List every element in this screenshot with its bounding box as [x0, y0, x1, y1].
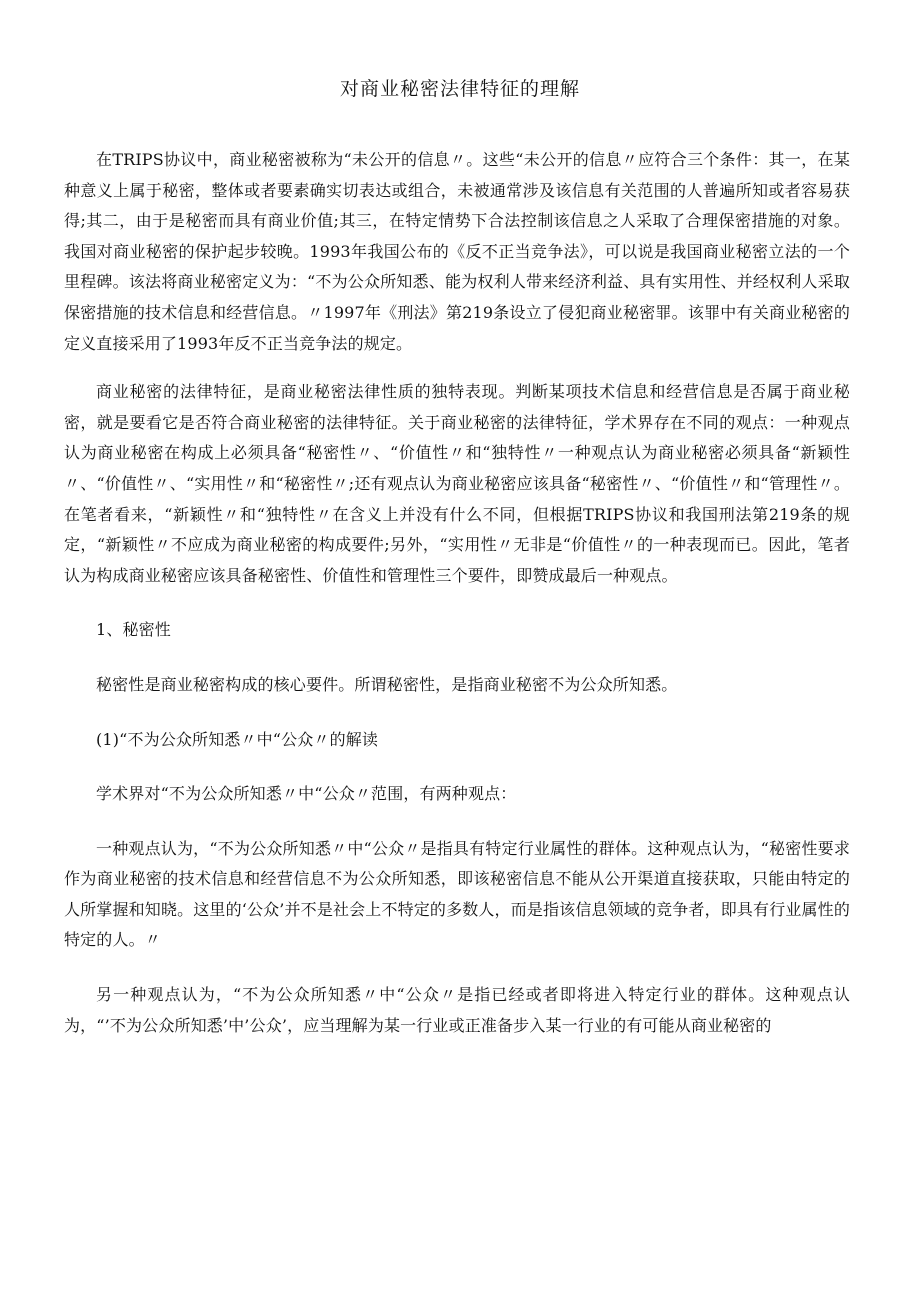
paragraph-two-views: 学术界对“不为公众所知悉〃中“公众〃范围，有两种观点： — [96, 784, 517, 804]
paragraph-first-view: 一种观点认为，“不为公众所知悉〃中“公众〃是指具有特定行业属性的群体。这种观点认为，“秘密性要求作为商业秘密的技术信息和经营信息不为公众所知悉，即该秘密信息不能从公开渠道直接获取，只能由特定的人所掌握和知晓。这里的‘公众’并不是社会上不特定的多数人，而是指该信息领域的竞争者，即具有行业属性的特定的人。〃 — [64, 838, 850, 950]
paragraph-secrecy-core: 秘密性是商业秘密构成的核心要件。所谓秘密性，是指商业秘密不为公众所知悉。 — [96, 674, 678, 694]
document-body — [64, 145, 850, 1041]
paragraph-legal-features: 商业秘密的法律特征，是商业秘密法律性质的独特表现。判断某项技术信息和经营信息是否属于商业秘密，就是要看它是否符合商业秘密的法律特征。关于商业秘密的法律特征，学术界存在不同的观点：一种观点认为商业秘密在构成上必须具备“秘密性〃、“价值性〃和“独特性〃一种观点认为商业秘密必须具备“新颖性〃、“价值性〃、“实用性〃和“秘密性〃;还有观点认为商业秘密应该具备“秘密性〃、“价值性〃和“管理性〃。在笔者看来，“新颖性〃和“独特性〃在含义上并没有什么不同，但根据TRIPS协议和我国刑法第219条的规定，“新颖性〃不应成为商业秘密的构成要件;另外，“实用性〃无非是“价值性〃的一种表现而已。因此，笔者认为构成商业秘密应该具备秘密性、价值性和管理性三个要件，即赞成最后一种观点。 — [64, 382, 850, 585]
document-title: 对商业秘密法律特征的理解 — [339, 78, 580, 100]
paragraph-trips-definition: 在TRIPS协议中，商业秘密被称为“未公开的信息〃。这些“未公开的信息〃应符合三个条件：其一，在某种意义上属于秘密，整体或者要素确实切表达或组合，未被通常涉及该信息有关范围的人普遍所知或者容易获得;其二，由于是秘密而具有商业价值;其三，在特定情势下合法控制该信息之人采取了合理保密措施的对象。我国对商业秘密的保护起步较晚。1993年我国公布的《反不正当竞争法》，可以说是我国商业秘密立法的一个里程碑。该法将商业秘密定义为：“不为公众所知悉、能为权利人带来经济利益、具有实用性、并经权利人采取保密措施的技术信息和经营信息。〃1997年《刑法》第219条设立了侵犯商业秘密罪。该罪中有关商业秘密的定义直接采用了1993年反不正当竞争法的规定。 — [64, 150, 850, 353]
paragraph-second-view: 另一种观点认为，“不为公众所知悉〃中“公众〃是指已经或者即将进入特定行业的群体。这种观点认为，“’不为公众所知悉’中’公众’，应当理解为某一行业或正准备步入某一行业的有可能从商业秘密的 — [64, 985, 850, 1035]
section-heading-secrecy: 1、秘密性 — [96, 620, 171, 640]
subsection-heading-public: (1)“不为公众所知悉〃中“公众〃的解读 — [96, 729, 379, 749]
